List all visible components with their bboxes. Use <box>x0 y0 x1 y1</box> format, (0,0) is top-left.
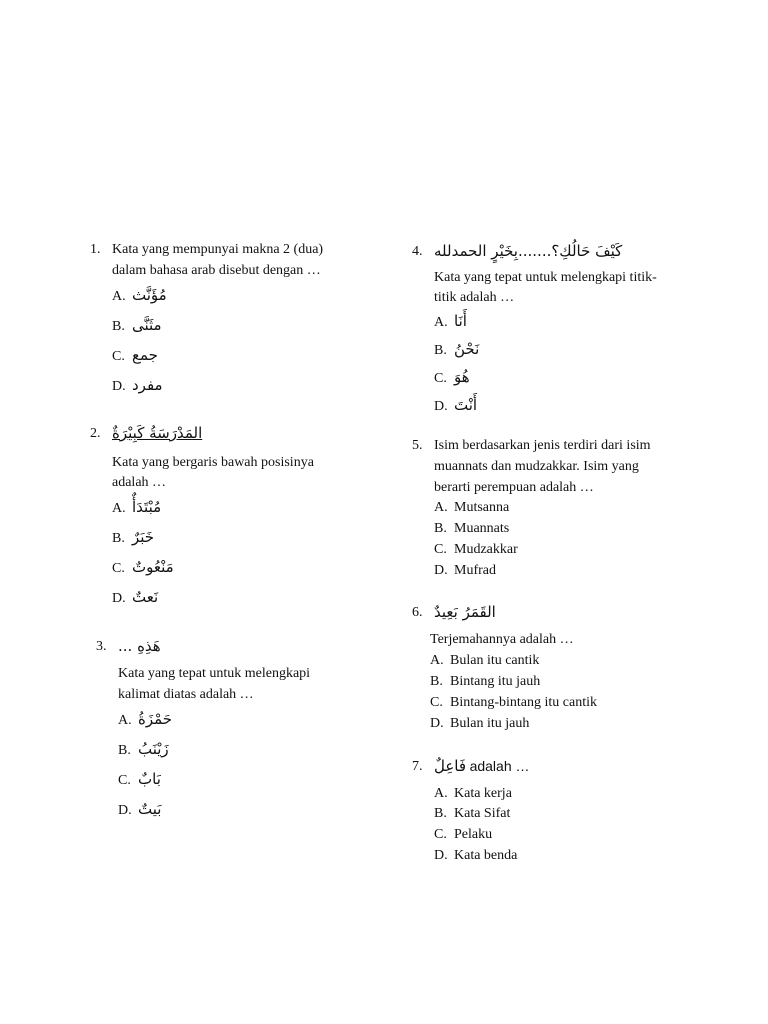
option-a: A. Mutsanna <box>434 500 510 515</box>
question-text: Kata yang tepat untuk melengkapi <box>118 666 311 681</box>
question-1 <box>90 242 390 402</box>
question-6 <box>412 605 732 740</box>
question-text: titik adalah … <box>434 290 515 305</box>
option-d: D. مفرد <box>112 376 163 394</box>
option-c: C. مَنْعُوتٌ <box>112 558 174 576</box>
question-2 <box>90 426 390 616</box>
question-text: Kata yang bergaris bawah posisinya <box>112 455 314 470</box>
question-text: dalam bahasa arab disebut dengan … <box>112 263 321 278</box>
question-text: kalimat diatas adalah … <box>118 687 254 702</box>
arabic-sentence: هَذِهِ ... <box>118 637 161 655</box>
question-text: Terjemahannya adalah … <box>430 632 574 647</box>
option-b: B. زَيْنَبُ <box>118 740 169 758</box>
question-number: 7. <box>412 759 423 774</box>
question-text: berarti perempuan adalah … <box>434 480 594 495</box>
question-3 <box>96 639 396 829</box>
option-c: C. بَابٌ <box>118 770 161 788</box>
arabic-word: فَاعِلٌ <box>434 757 467 775</box>
question-number: 5. <box>412 438 423 453</box>
question-number: 1. <box>90 242 101 257</box>
option-c: C. جمع <box>112 346 158 364</box>
option-a: A. Kata kerja <box>434 786 512 801</box>
option-c: C. Mudzakkar <box>434 542 518 557</box>
option-d: D. بَيتٌ <box>118 800 162 818</box>
option-c: C. هُوَ <box>434 368 470 386</box>
option-c: C. Bintang-bintang itu cantik <box>430 695 597 710</box>
question-text <box>434 757 530 776</box>
option-a: A. Bulan itu cantik <box>430 653 540 668</box>
option-d: D. Kata benda <box>434 848 518 863</box>
option-d: D. أَنْتَ <box>434 396 478 414</box>
option-d: D. نَعتٌ <box>112 588 159 606</box>
question-text: Kata yang mempunyai makna 2 (dua) <box>112 242 324 257</box>
option-b: B. Muannats <box>434 521 510 536</box>
question-text: adalah … <box>112 475 167 490</box>
question-text: Kata yang tepat untuk melengkapi titik- <box>434 270 657 285</box>
question-number: 4. <box>412 244 423 259</box>
question-number: 6. <box>412 605 423 620</box>
question-number: 2. <box>90 426 101 441</box>
option-a: A. أَنَا <box>434 312 467 330</box>
question-number: 3. <box>96 639 107 654</box>
option-b: B. نَحْنُ <box>434 340 480 358</box>
option-b: B. مثَنَّى <box>112 316 162 334</box>
question-text: muannats dan mudzakkar. Isim yang <box>434 459 639 474</box>
question-suffix: adalah … <box>469 758 530 774</box>
arabic-sentence: القَمَرُ بَعِيدٌ <box>434 603 496 621</box>
option-b: B. Bintang itu jauh <box>430 674 541 689</box>
option-b: B. Kata Sifat <box>434 806 511 821</box>
option-d: D. Mufrad <box>434 563 496 578</box>
option-c: C. Pelaku <box>434 827 493 842</box>
option-a: A. حَمْزَةُ <box>118 710 173 728</box>
option-d: D. Bulan itu jauh <box>430 716 530 731</box>
option-a: A. مُبْتَدَأٌ <box>112 498 162 516</box>
arabic-sentence: المَدْرَسَةُ كَبِيْرَةٌ <box>112 424 203 442</box>
question-4 <box>412 244 732 419</box>
question-5 <box>412 438 732 583</box>
arabic-sentence: كَيْفَ حَالُكِ؟.......بِخَيْرٍ الحمدلله <box>434 242 623 260</box>
question-7 <box>412 759 732 869</box>
option-b: B. خَبَرٌ <box>112 528 155 546</box>
option-a: A. مُؤَنَّث <box>112 286 167 304</box>
question-text: Isim berdasarkan jenis terdiri dari isim <box>434 438 651 453</box>
